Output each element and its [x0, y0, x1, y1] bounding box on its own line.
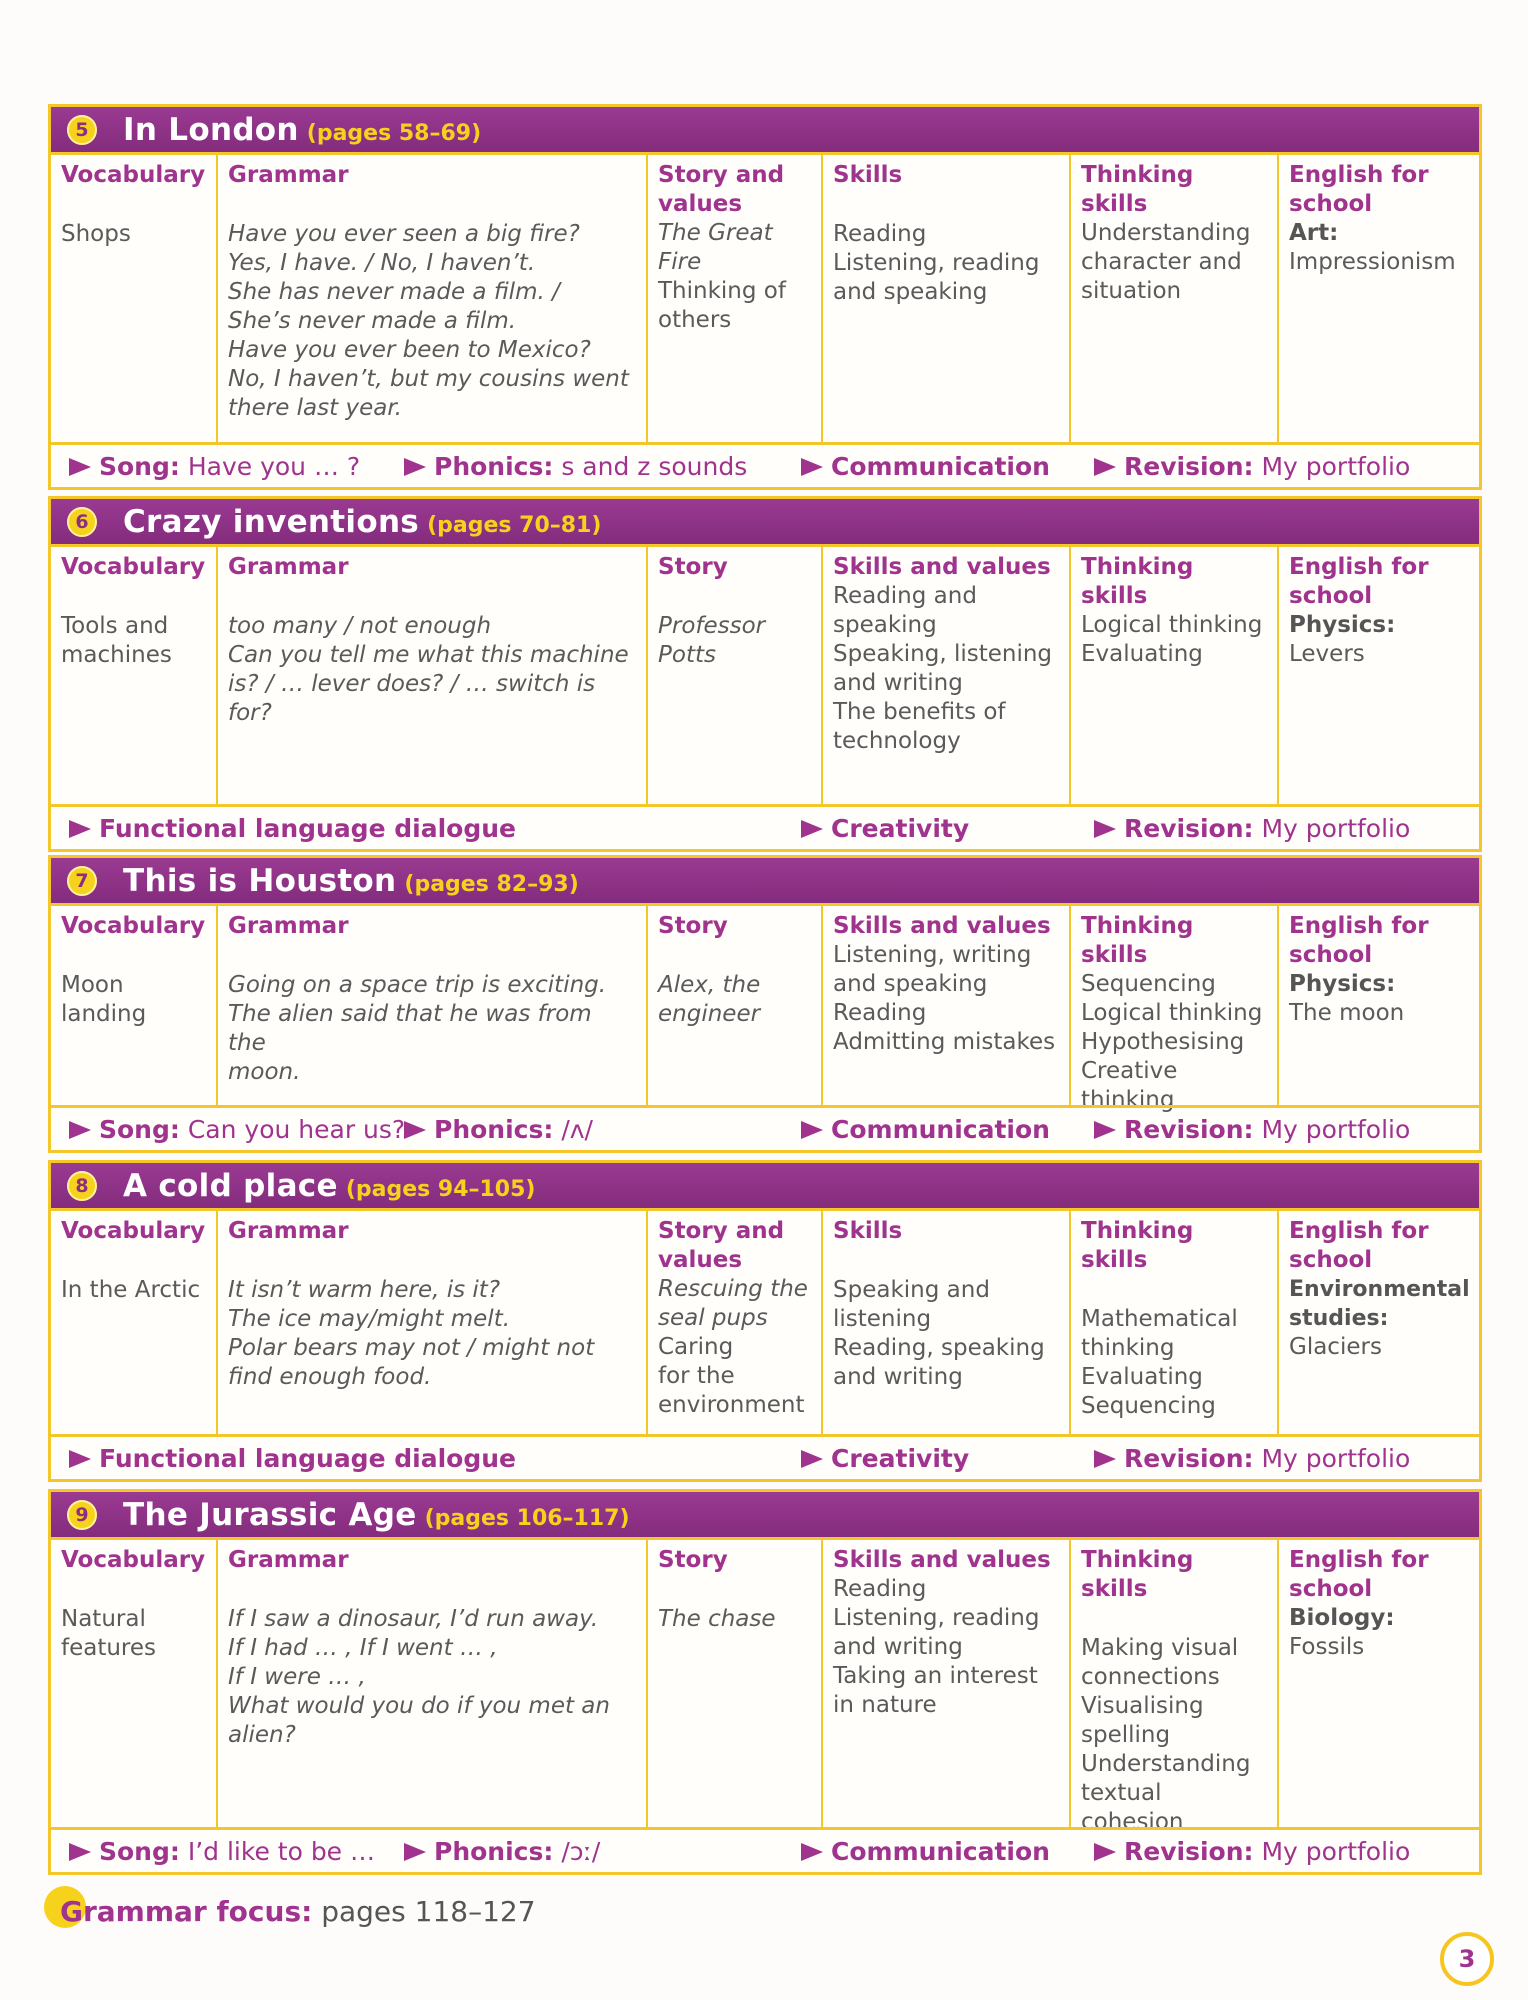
unit-title	[123, 863, 579, 899]
cell-line: speaking	[833, 612, 937, 638]
cell-line: If I saw a dinosaur, I’d run away.	[228, 1606, 599, 1632]
unit-title-text: A cold place	[123, 1168, 338, 1204]
cell-line: Reading, speaking	[833, 1335, 1045, 1361]
cell-line: situation	[1081, 278, 1182, 304]
english-for-school-column	[1277, 1211, 1479, 1437]
unit-title	[123, 1497, 630, 1533]
footer-label: Song:	[99, 1115, 180, 1144]
grammar-focus-label: Grammar focus:	[60, 1895, 313, 1928]
footer-label: Revision:	[1124, 1115, 1254, 1144]
arrow-icon	[69, 1843, 91, 1861]
story-column	[646, 547, 821, 807]
cell-line: If I had … , If I went … ,	[228, 1635, 498, 1661]
cell-line: Have you ever seen a big fire?	[228, 221, 580, 247]
cell-line: Levers	[1289, 641, 1365, 667]
unit-pages: (pages 70–81)	[427, 513, 602, 538]
column-heading: Grammar	[228, 1547, 349, 1573]
footer-item-phonics	[404, 1115, 593, 1144]
cell-line: The moon	[1289, 1000, 1405, 1026]
cell-line: others	[658, 307, 732, 333]
arrow-icon	[1094, 1450, 1116, 1468]
footer-label: Phonics:	[434, 1837, 554, 1866]
thinking-skills-column	[1069, 906, 1277, 1113]
cell-line: Reading	[833, 221, 927, 247]
column-heading: Thinking skills	[1081, 554, 1194, 609]
unit-header	[51, 858, 1479, 906]
footer-item-revision	[1094, 1837, 1410, 1866]
cell-line: Evaluating	[1081, 641, 1203, 667]
footer-value: My portfolio	[1261, 814, 1411, 843]
cell-line: Glaciers	[1289, 1334, 1382, 1360]
unit-header	[51, 499, 1479, 547]
cell-line: there last year.	[228, 395, 402, 421]
unit-footer	[51, 804, 1479, 849]
unit-number-badge: 7	[67, 866, 97, 896]
footer-item-phonics	[404, 1837, 600, 1866]
unit-footer	[51, 1434, 1479, 1479]
cell-line: Fossils	[1289, 1634, 1365, 1660]
grammar-column	[216, 547, 646, 807]
arrow-icon	[69, 1450, 91, 1468]
skills-column	[821, 1540, 1069, 1830]
footer-label: Creativity	[831, 814, 970, 843]
cell-line: What would you do if you met an	[228, 1693, 610, 1719]
unit-pages: (pages 82–93)	[404, 872, 579, 897]
cell-line: features	[61, 1635, 157, 1661]
cell-line: is? / … lever does? / … switch is for?	[228, 671, 596, 726]
unit-footer	[51, 1105, 1479, 1150]
footer-item-song	[69, 1115, 405, 1144]
cell-line: She has never made a film. /	[228, 279, 560, 305]
footer-value: My portfolio	[1261, 452, 1411, 481]
cell-line: and writing	[833, 1364, 963, 1390]
thinking-skills-column	[1069, 1540, 1277, 1835]
cell-line: Yes, I have. / No, I haven’t.	[228, 250, 536, 276]
footer-label: Revision:	[1124, 1444, 1254, 1473]
arrow-icon	[801, 458, 823, 476]
column-heading: Grammar	[228, 162, 349, 188]
story-column	[646, 1211, 821, 1437]
column-heading: Story	[658, 913, 728, 939]
cell-line: Understanding	[1081, 220, 1251, 246]
cell-line: Making visual	[1081, 1635, 1239, 1661]
footer-item-communication	[801, 452, 1050, 481]
footer-label: Phonics:	[434, 1115, 554, 1144]
column-heading: English for school	[1289, 554, 1429, 609]
vocabulary-column	[51, 547, 216, 807]
arrow-icon	[801, 1121, 823, 1139]
cell-line: and writing	[833, 670, 963, 696]
footer-label: Functional language dialogue	[99, 1444, 516, 1473]
arrow-icon	[404, 458, 426, 476]
cell-line: textual	[1081, 1780, 1162, 1806]
column-heading: Story and values	[658, 162, 785, 217]
unit-pages: (pages 58–69)	[306, 121, 482, 146]
story-column	[646, 906, 821, 1108]
school-subject: Biology:	[1289, 1605, 1395, 1631]
school-subject: Physics:	[1289, 971, 1396, 997]
grammar-focus-line	[60, 1895, 536, 1928]
cell-line: too many / not enough	[228, 613, 492, 639]
footer-label: Phonics:	[434, 452, 554, 481]
cell-line: Sequencing	[1081, 1393, 1216, 1419]
footer-item-functional-language	[69, 814, 516, 843]
footer-item-song	[69, 452, 360, 481]
cell-line: Polar bears may not / might not	[228, 1335, 595, 1361]
cell-line: Natural	[61, 1606, 146, 1632]
cell-line: Understanding	[1081, 1751, 1251, 1777]
column-heading: Thinking skills	[1081, 1547, 1194, 1602]
cell-line: engineer	[658, 1001, 761, 1027]
page-number: 3	[1440, 1932, 1494, 1986]
cell-line: It isn’t warm here, is it?	[228, 1277, 501, 1303]
column-heading: Vocabulary	[61, 1547, 206, 1573]
unit-title	[123, 504, 601, 540]
cell-line: Hypothesising	[1081, 1029, 1245, 1055]
footer-item-functional-language	[69, 1444, 516, 1473]
cell-line: seal pups	[658, 1305, 768, 1331]
footer-item-revision	[1094, 1115, 1410, 1144]
footer-label: Communication	[831, 1837, 1050, 1866]
cell-line: Caring	[658, 1334, 734, 1360]
cell-line: landing	[61, 1001, 147, 1027]
cell-line: machines	[61, 642, 172, 668]
unit-title	[123, 1168, 535, 1204]
cell-line: Visualising	[1081, 1693, 1204, 1719]
column-heading: English for school	[1289, 162, 1429, 217]
footer-item-creativity	[801, 1444, 969, 1473]
cell-line: environment	[658, 1392, 805, 1418]
cell-line: Fire	[658, 249, 702, 275]
cell-line: In the Arctic	[61, 1277, 201, 1303]
unit-footer	[51, 1827, 1479, 1872]
cell-line: cohesion	[1081, 1809, 1184, 1835]
cell-line: spelling	[1081, 1722, 1171, 1748]
column-heading: Skills	[833, 162, 903, 188]
unit-number-badge: 8	[67, 1171, 97, 1201]
cell-line: Alex, the	[658, 972, 761, 998]
unit-5-section	[48, 104, 1482, 490]
column-heading: Skills and values	[833, 554, 1051, 580]
column-heading: Vocabulary	[61, 162, 206, 188]
cell-line: Taking an interest	[833, 1663, 1038, 1689]
arrow-icon	[801, 1450, 823, 1468]
cell-line: Reading	[833, 1576, 927, 1602]
cell-line: Listening, reading	[833, 250, 1040, 276]
cell-line: and writing	[833, 1634, 963, 1660]
thinking-skills-column	[1069, 155, 1277, 445]
unit-title	[123, 112, 481, 148]
cell-line: Reading and	[833, 583, 977, 609]
unit-footer	[51, 442, 1479, 487]
arrow-icon	[801, 1843, 823, 1861]
vocabulary-column	[51, 1211, 216, 1437]
footer-value: s and z sounds	[561, 452, 748, 481]
cell-line: Sequencing	[1081, 971, 1216, 997]
column-heading: Skills	[833, 1218, 903, 1244]
footer-item-communication	[801, 1837, 1050, 1866]
unit-number-badge: 6	[67, 507, 97, 537]
unit-9-section	[48, 1489, 1482, 1875]
unit-8-section	[48, 1160, 1482, 1482]
footer-value: My portfolio	[1261, 1837, 1411, 1866]
cell-line: Admitting mistakes	[833, 1029, 1056, 1055]
cell-line: and speaking	[833, 971, 988, 997]
arrow-icon	[404, 1843, 426, 1861]
column-heading: Vocabulary	[61, 913, 206, 939]
column-heading: Thinking skills	[1081, 162, 1194, 217]
cell-line: Listening, writing	[833, 942, 1032, 968]
cell-line: Thinking of	[658, 278, 786, 304]
cell-line: If I were … ,	[228, 1664, 366, 1690]
arrow-icon	[404, 1121, 426, 1139]
column-heading: Vocabulary	[61, 554, 206, 580]
footer-item-creativity	[801, 814, 969, 843]
arrow-icon	[69, 820, 91, 838]
arrow-icon	[69, 1121, 91, 1139]
cell-line: Logical thinking	[1081, 612, 1263, 638]
cell-line: Impressionism	[1289, 249, 1456, 275]
column-heading: Grammar	[228, 554, 349, 580]
cell-line: in nature	[833, 1692, 937, 1718]
column-heading: English for school	[1289, 1218, 1429, 1273]
cell-line: The Great	[658, 220, 773, 246]
footer-value: Have you … ?	[187, 452, 361, 481]
unit-header	[51, 1163, 1479, 1211]
cell-line: thinking	[1081, 1335, 1175, 1361]
column-heading: Grammar	[228, 1218, 349, 1244]
footer-label: Functional language dialogue	[99, 814, 516, 843]
unit-pages: (pages 106–117)	[424, 1506, 630, 1531]
cell-line: Evaluating	[1081, 1364, 1203, 1390]
grammar-focus-pages: pages 118–127	[321, 1895, 536, 1928]
story-column	[646, 1540, 821, 1830]
cell-line: Potts	[658, 642, 716, 668]
cell-line: Speaking, listening	[833, 641, 1053, 667]
arrow-icon	[1094, 1121, 1116, 1139]
cell-line: for the	[658, 1363, 735, 1389]
english-for-school-column	[1277, 155, 1479, 445]
grammar-column	[216, 1540, 646, 1830]
cell-line: and speaking	[833, 279, 988, 305]
unit-title-text: The Jurassic Age	[123, 1497, 417, 1533]
unit-number-badge: 5	[67, 115, 97, 145]
cell-line: Can you tell me what this machine	[228, 642, 629, 668]
unit-number-badge: 9	[67, 1500, 97, 1530]
column-heading: English for school	[1289, 1547, 1429, 1602]
footer-value: I’d like to be …	[187, 1837, 376, 1866]
unit-6-section	[48, 496, 1482, 852]
unit-header	[51, 107, 1479, 155]
footer-value: My portfolio	[1261, 1115, 1411, 1144]
footer-label: Communication	[831, 1115, 1050, 1144]
arrow-icon	[69, 458, 91, 476]
arrow-icon	[1094, 1843, 1116, 1861]
footer-label: Song:	[99, 452, 180, 481]
arrow-icon	[801, 820, 823, 838]
column-heading: Thinking skills	[1081, 1218, 1194, 1273]
cell-line: The alien said that he was from the	[228, 1001, 592, 1056]
cell-line: character and	[1081, 249, 1242, 275]
column-heading: Vocabulary	[61, 1218, 206, 1244]
school-subject: Art:	[1289, 220, 1339, 246]
cell-line: Professor	[658, 613, 766, 639]
grammar-column	[216, 1211, 646, 1437]
footer-value: Can you hear us?	[187, 1115, 406, 1144]
column-heading: Story	[658, 1547, 728, 1573]
cell-line: Listening, reading	[833, 1605, 1040, 1631]
footer-value: My portfolio	[1261, 1444, 1411, 1473]
cell-line: technology	[833, 728, 961, 754]
footer-label: Revision:	[1124, 1837, 1254, 1866]
cell-line: Moon	[61, 972, 124, 998]
unit-title-text: In London	[123, 112, 299, 148]
cell-line: Reading	[833, 1000, 927, 1026]
cell-line: connections	[1081, 1664, 1220, 1690]
vocabulary-column	[51, 906, 216, 1108]
cell-line: Have you ever been to Mexico?	[228, 337, 591, 363]
unit-header	[51, 1492, 1479, 1540]
unit-title-text: This is Houston	[123, 863, 397, 899]
column-heading: Skills and values	[833, 1547, 1051, 1573]
cell-line: The benefits of	[833, 699, 1006, 725]
footer-item-revision	[1094, 1444, 1410, 1473]
footer-label: Revision:	[1124, 452, 1254, 481]
footer-label: Revision:	[1124, 814, 1254, 843]
cell-line: No, I haven’t, but my cousins went	[228, 366, 629, 392]
cell-line: Speaking and	[833, 1277, 990, 1303]
arrow-icon	[1094, 458, 1116, 476]
cell-line: Mathematical	[1081, 1306, 1238, 1332]
footer-item-revision	[1094, 814, 1410, 843]
thinking-skills-column	[1069, 1211, 1277, 1437]
skills-column	[821, 547, 1069, 807]
cell-line: Shops	[61, 221, 131, 247]
school-subject: Environmental studies:	[1289, 1277, 1470, 1331]
english-for-school-column	[1277, 547, 1479, 807]
skills-column	[821, 1211, 1069, 1437]
footer-item-song	[69, 1837, 375, 1866]
skills-column	[821, 906, 1069, 1108]
cell-line: listening	[833, 1306, 932, 1332]
footer-value: /ɔː/	[561, 1837, 601, 1866]
cell-line: Going on a space trip is exciting.	[228, 972, 607, 998]
unit-title-text: Crazy inventions	[123, 504, 420, 540]
grammar-column	[216, 906, 646, 1108]
column-heading: Grammar	[228, 913, 349, 939]
footer-label: Creativity	[831, 1444, 970, 1473]
thinking-skills-column	[1069, 547, 1277, 807]
footer-item-revision	[1094, 452, 1410, 481]
footer-label: Communication	[831, 452, 1050, 481]
cell-line: Logical thinking	[1081, 1000, 1263, 1026]
footer-item-phonics	[404, 452, 747, 481]
unit-pages: (pages 94–105)	[345, 1177, 536, 1202]
english-for-school-column	[1277, 1540, 1479, 1830]
cell-line: The ice may/might melt.	[228, 1306, 511, 1332]
cell-line: find enough food.	[228, 1364, 432, 1390]
footer-value: /ʌ/	[561, 1115, 593, 1144]
story-column	[646, 155, 821, 445]
vocabulary-column	[51, 1540, 216, 1830]
unit-7-section	[48, 855, 1482, 1153]
column-heading: English for school	[1289, 913, 1429, 968]
skills-column	[821, 155, 1069, 445]
arrow-icon	[1094, 820, 1116, 838]
cell-line: Rescuing the	[658, 1276, 808, 1302]
english-for-school-column	[1277, 906, 1479, 1108]
cell-line: The chase	[658, 1606, 776, 1632]
cell-line: Creative thinking	[1081, 1058, 1178, 1113]
cell-line: moon.	[228, 1059, 301, 1085]
column-heading: Skills and values	[833, 913, 1051, 939]
footer-item-communication	[801, 1115, 1050, 1144]
column-heading: Story and values	[658, 1218, 785, 1273]
cell-line: alien?	[228, 1722, 296, 1748]
grammar-column	[216, 155, 646, 445]
school-subject: Physics:	[1289, 612, 1396, 638]
cell-line: Tools and	[61, 613, 169, 639]
column-heading: Story	[658, 554, 728, 580]
vocabulary-column	[51, 155, 216, 445]
column-heading: Thinking skills	[1081, 913, 1194, 968]
cell-line: She’s never made a film.	[228, 308, 517, 334]
footer-label: Song:	[99, 1837, 180, 1866]
